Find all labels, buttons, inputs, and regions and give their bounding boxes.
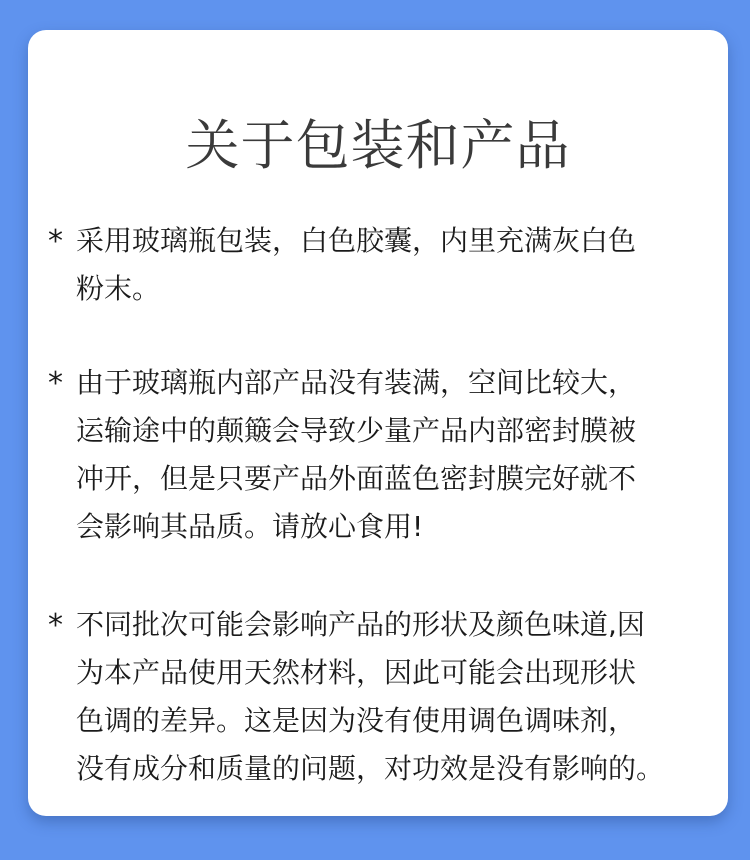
- text-line: 运输途中的颠簸会导致少量产品内部密封膜被: [76, 414, 637, 447]
- item-text: [76, 601, 664, 793]
- text-line: 会影响其品质。请放心食用!: [76, 510, 424, 543]
- text-line: 粉末。: [76, 272, 161, 305]
- text-line: 不同批次可能会影响产品的形状及颜色味道,因: [76, 608, 645, 641]
- text-line: 采用玻璃瓶包装，白色胶囊，内里充满灰白色: [76, 224, 637, 257]
- page-title: 关于包装和产品: [185, 114, 571, 177]
- item-text: [76, 217, 636, 313]
- bullet-marker: *: [48, 608, 63, 643]
- text-line: 没有成分和质量的问题，对功效是没有影响的。: [76, 752, 665, 785]
- bullet-marker: *: [48, 366, 63, 401]
- text-line: 由于玻璃瓶内部产品没有装满，空间比较大，: [76, 366, 637, 399]
- text-line: 冲开，但是只要产品外面蓝色密封膜完好就不: [76, 462, 637, 495]
- text-line: 色调的差异。这是因为没有使用调色调味剂，: [76, 704, 637, 737]
- info-card: [28, 30, 728, 816]
- text-line: 为本产品使用天然材料，因此可能会出现形状: [76, 656, 637, 689]
- item-text: [76, 359, 636, 551]
- bullet-marker: *: [48, 224, 63, 259]
